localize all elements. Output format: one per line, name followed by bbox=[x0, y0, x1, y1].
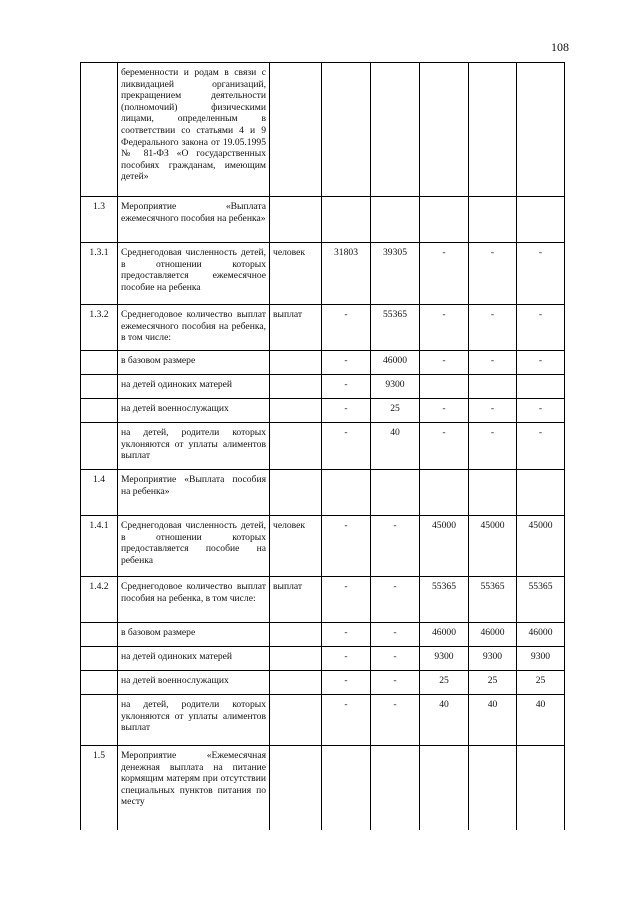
row-value-2: - bbox=[371, 623, 420, 647]
row-value-4: - bbox=[469, 423, 517, 470]
row-description: Среднегодовое количество выплат ежемесячного пособия на ребенка, в том числе: bbox=[118, 305, 270, 351]
row-value-4: 45000 bbox=[469, 516, 517, 577]
row-value-5: 45000 bbox=[517, 516, 565, 577]
row-value-1: - bbox=[322, 671, 371, 695]
row-value-2: 9300 bbox=[371, 375, 420, 399]
row-value-5: 46000 bbox=[517, 623, 565, 647]
row-description: на детей, родители которых уклоняются от уплаты алиментов выплат bbox=[118, 423, 270, 470]
row-value-4: 9300 bbox=[469, 647, 517, 671]
table-row bbox=[81, 351, 565, 375]
table-row bbox=[81, 577, 565, 623]
row-number: 1.5 bbox=[81, 746, 118, 830]
row-value-3: - bbox=[420, 305, 469, 351]
row-description: на детей одиноких матерей bbox=[118, 375, 270, 399]
row-value-2: 25 bbox=[371, 399, 420, 423]
row-value-4: - bbox=[469, 305, 517, 351]
row-value-2 bbox=[371, 197, 420, 243]
row-value-2: 39305 bbox=[371, 243, 420, 305]
row-value-4 bbox=[469, 746, 517, 830]
row-value-3 bbox=[420, 470, 469, 516]
row-value-1: - bbox=[322, 647, 371, 671]
table-row bbox=[81, 305, 565, 351]
row-value-5: - bbox=[517, 305, 565, 351]
row-description: Мероприятие «Выплата ежемесячного пособия на ребенка» bbox=[118, 197, 270, 243]
row-value-5: 25 bbox=[517, 671, 565, 695]
table-row bbox=[81, 423, 565, 470]
row-number: 1.4 bbox=[81, 470, 118, 516]
row-value-5: - bbox=[517, 399, 565, 423]
row-number: 1.4.2 bbox=[81, 577, 118, 623]
row-number bbox=[81, 695, 118, 746]
row-value-1: - bbox=[322, 577, 371, 623]
row-number: 1.3.2 bbox=[81, 305, 118, 351]
row-value-3: 40 bbox=[420, 695, 469, 746]
row-value-1: - bbox=[322, 423, 371, 470]
row-value-3: 25 bbox=[420, 671, 469, 695]
row-value-1 bbox=[322, 470, 371, 516]
row-value-2: - bbox=[371, 577, 420, 623]
table-row bbox=[81, 623, 565, 647]
row-value-2: - bbox=[371, 516, 420, 577]
row-description: в базовом размере bbox=[118, 351, 270, 375]
table-row bbox=[81, 746, 565, 830]
row-unit bbox=[270, 695, 322, 746]
row-value-5 bbox=[517, 197, 565, 243]
row-value-3 bbox=[420, 746, 469, 830]
row-description: на детей военнослужащих bbox=[118, 399, 270, 423]
row-value-5: 40 bbox=[517, 695, 565, 746]
row-unit bbox=[270, 647, 322, 671]
row-value-3: - bbox=[420, 399, 469, 423]
row-number: 1.3 bbox=[81, 197, 118, 243]
row-value-4 bbox=[469, 470, 517, 516]
row-value-3: 46000 bbox=[420, 623, 469, 647]
row-value-1: 31803 bbox=[322, 243, 371, 305]
table-row bbox=[81, 375, 565, 399]
row-value-5: - bbox=[517, 351, 565, 375]
row-value-2: - bbox=[371, 695, 420, 746]
row-value-1: - bbox=[322, 305, 371, 351]
row-number: 1.3.1 bbox=[81, 243, 118, 305]
row-unit bbox=[270, 399, 322, 423]
row-value-2: 55365 bbox=[371, 305, 420, 351]
row-number bbox=[81, 671, 118, 695]
row-unit: выплат bbox=[270, 305, 322, 351]
table-row bbox=[81, 647, 565, 671]
row-value-5 bbox=[517, 746, 565, 830]
row-unit bbox=[270, 623, 322, 647]
row-description: на детей военнослужащих bbox=[118, 671, 270, 695]
row-value-5: 55365 bbox=[517, 577, 565, 623]
row-value-1: - bbox=[322, 695, 371, 746]
row-value-1: - bbox=[322, 623, 371, 647]
row-value-1 bbox=[322, 63, 371, 197]
row-value-1 bbox=[322, 197, 371, 243]
row-value-1: - bbox=[322, 399, 371, 423]
row-number bbox=[81, 423, 118, 470]
table-row bbox=[81, 399, 565, 423]
row-value-5 bbox=[517, 63, 565, 197]
row-number: 1.4.1 bbox=[81, 516, 118, 577]
table-row bbox=[81, 470, 565, 516]
row-description: в базовом размере bbox=[118, 623, 270, 647]
row-value-4: 25 bbox=[469, 671, 517, 695]
row-value-3 bbox=[420, 63, 469, 197]
row-value-2 bbox=[371, 470, 420, 516]
row-number bbox=[81, 623, 118, 647]
row-unit: выплат bbox=[270, 577, 322, 623]
row-value-2 bbox=[371, 746, 420, 830]
row-value-5 bbox=[517, 375, 565, 399]
row-unit: человек bbox=[270, 243, 322, 305]
row-value-4 bbox=[469, 63, 517, 197]
row-description: Мероприятие «Ежемесячная денежная выплата на питание кормящим матерям при отсутствии специальных пунктов питания по месту bbox=[118, 746, 270, 830]
row-unit bbox=[270, 375, 322, 399]
row-unit bbox=[270, 63, 322, 197]
row-value-1: - bbox=[322, 375, 371, 399]
row-description: Среднегодовая численность детей, в отношении которых предоставляется пособие на ребенка bbox=[118, 516, 270, 577]
row-number bbox=[81, 399, 118, 423]
row-description: беременности и родам в связи с ликвидацией организаций, прекращением деятельности (полномочий) физическими лицами, определенным в соответствии со статьями 4 и 9 Федерального закона от 19.05.1995 № 81-ФЗ «О государственных пособиях гражданам, имеющим детей» bbox=[118, 63, 270, 197]
table-row bbox=[81, 695, 565, 746]
table-row bbox=[81, 63, 565, 197]
row-value-3 bbox=[420, 197, 469, 243]
row-value-1: - bbox=[322, 351, 371, 375]
table-row bbox=[81, 243, 565, 305]
table-row bbox=[81, 197, 565, 243]
row-value-5: 9300 bbox=[517, 647, 565, 671]
row-value-4: - bbox=[469, 243, 517, 305]
row-value-4 bbox=[469, 375, 517, 399]
table-row bbox=[81, 671, 565, 695]
row-unit: человек bbox=[270, 516, 322, 577]
row-value-3: - bbox=[420, 351, 469, 375]
row-value-4 bbox=[469, 197, 517, 243]
row-unit bbox=[270, 197, 322, 243]
row-value-4: - bbox=[469, 399, 517, 423]
row-value-5: - bbox=[517, 243, 565, 305]
row-value-3: 9300 bbox=[420, 647, 469, 671]
row-description: Мероприятие «Выплата пособия на ребенка» bbox=[118, 470, 270, 516]
row-value-4: 40 bbox=[469, 695, 517, 746]
row-unit bbox=[270, 470, 322, 516]
row-number bbox=[81, 351, 118, 375]
row-value-2: 46000 bbox=[371, 351, 420, 375]
row-value-3 bbox=[420, 375, 469, 399]
row-unit bbox=[270, 746, 322, 830]
row-unit bbox=[270, 671, 322, 695]
row-value-3: 45000 bbox=[420, 516, 469, 577]
row-value-4: 46000 bbox=[469, 623, 517, 647]
row-unit bbox=[270, 351, 322, 375]
row-number bbox=[81, 63, 118, 197]
row-description: Среднегодовая численность детей, в отношении которых предоставляется ежемесячное пособие на ребенка bbox=[118, 243, 270, 305]
row-value-3: - bbox=[420, 423, 469, 470]
row-unit bbox=[270, 423, 322, 470]
row-description: Среднегодовое количество выплат пособия на ребенка, в том числе: bbox=[118, 577, 270, 623]
row-value-2: - bbox=[371, 671, 420, 695]
row-value-3: 55365 bbox=[420, 577, 469, 623]
row-value-2: 40 bbox=[371, 423, 420, 470]
table-row bbox=[81, 516, 565, 577]
row-description: на детей, родители которых уклоняются от уплаты алиментов выплат bbox=[118, 695, 270, 746]
row-value-4: 55365 bbox=[469, 577, 517, 623]
row-number bbox=[81, 375, 118, 399]
row-value-4: - bbox=[469, 351, 517, 375]
row-number bbox=[81, 647, 118, 671]
row-value-5: - bbox=[517, 423, 565, 470]
page-number: 108 bbox=[551, 40, 569, 54]
row-value-2: - bbox=[371, 647, 420, 671]
row-value-1 bbox=[322, 746, 371, 830]
row-value-3: - bbox=[420, 243, 469, 305]
row-value-5 bbox=[517, 470, 565, 516]
indicator-table bbox=[80, 62, 565, 830]
row-description: на детей одиноких матерей bbox=[118, 647, 270, 671]
row-value-1: - bbox=[322, 516, 371, 577]
row-value-2 bbox=[371, 63, 420, 197]
